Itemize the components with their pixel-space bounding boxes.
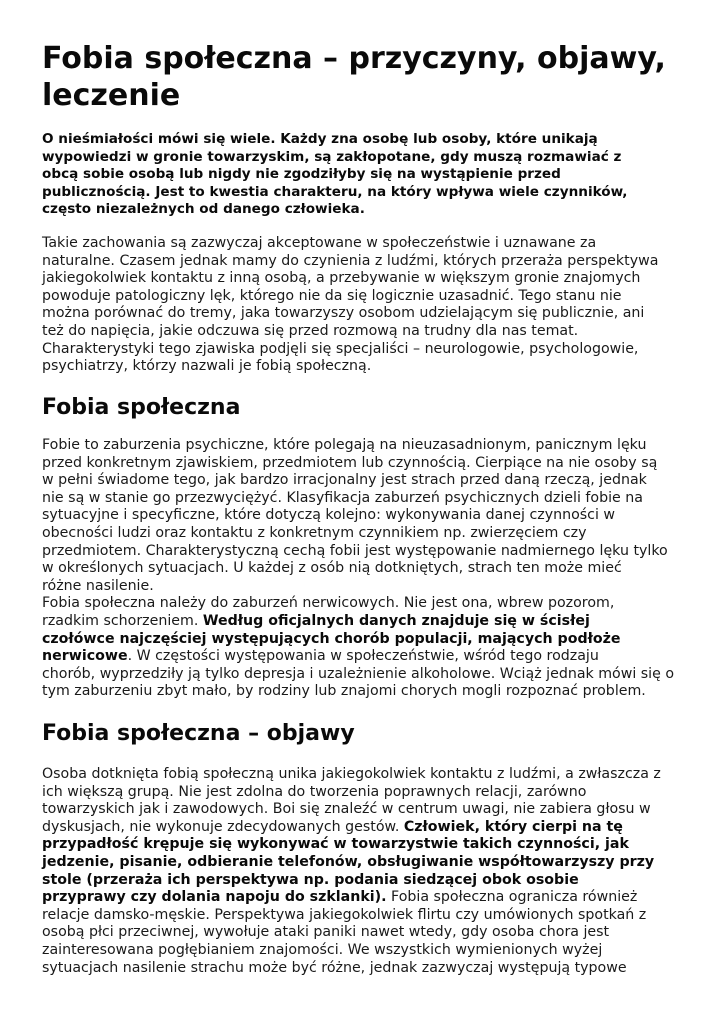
bold-text: nerwicowe: [42, 648, 128, 665]
text-run: Fobia społeczna ogranicza również: [386, 889, 638, 906]
text-run: sytuacjach nasilenie strachu może być różne, jednak zazwyczaj występują typowe: [42, 959, 627, 976]
bold-text: czołówce najczęściej występujących chorób populacji, mających podłoże: [42, 630, 621, 647]
text-run: w określonych sytuacjach. U każdej z osób nią dotkniętych, strach ten może mieć: [42, 560, 622, 577]
text-run: przedmiotem. Charakterystyczną cechą fobii jest występowanie nadmiernego lęku tylko: [42, 542, 668, 559]
section1-line: [42, 595, 692, 613]
section-heading-objawy: Fobia społeczna – objawy: [42, 721, 355, 746]
intro-line: psychiatrzy, którzy nazwali je fobią społeczną.: [42, 358, 372, 375]
intro-line: Takie zachowania są zazwyczaj akceptowane w społeczeństwie i uznawane za: [42, 235, 597, 251]
text-run: rzadkim schorzeniem.: [42, 612, 203, 629]
text-run: osobą płci przeciwnej, wywołuje ataki paniki nawet wtedy, gdy osoba chora jest: [42, 924, 610, 941]
bold-text: jedzenie, pisanie, odbieranie telefonów, obsługiwanie współtowarzyszy przy: [42, 853, 655, 870]
section1-line: [42, 455, 692, 473]
lead-paragraph: [42, 131, 692, 219]
intro-line: można porównać do tremy, jaka towarzyszy osobom udzielającym się publicznie, ani: [42, 305, 645, 322]
section2-line: [42, 907, 692, 925]
lead-line: obcą sobie osobą lub nigdy nie zgodziłyby się na wystąpienie przed: [42, 166, 561, 183]
section1-line: [42, 631, 692, 649]
section2-line: [42, 889, 692, 907]
bold-text: przyprawy czy dolania napoju do szklanki).: [42, 889, 387, 906]
intro-line: jakiegokolwiek kontaktu z inną osobą, a przebywanie w większym gronie znajomych: [42, 270, 641, 287]
section-body-objawy: [42, 766, 692, 977]
text-run: ich większą grupą. Nie jest zdolna do tworzenia poprawnych relacji, zarówno: [42, 783, 587, 800]
section1-line: [42, 648, 692, 666]
section2-line: [42, 960, 692, 978]
section-body-fobia-spoleczna: [42, 437, 692, 701]
text-run: w pełni świadome tego, jak bardzo irracjonalny jest strach przed daną rzeczą, jednak: [42, 472, 647, 489]
section2-line: [42, 872, 692, 890]
text-run: relacje damsko-męskie. Perspektywa jakiegokolwiek flirtu czy umówionych spotkań z: [42, 906, 647, 923]
text-run: Osoba dotknięta fobią społeczną unika jakiegokolwiek kontaktu z ludźmi, a zwłaszcza z: [42, 766, 661, 782]
section2-line: [42, 942, 692, 960]
bold-text: przypadłość krępuje się wykonywać w towarzystwie takich czynności, jak: [42, 836, 629, 853]
intro-paragraph: [42, 235, 692, 376]
section2-line: [42, 801, 692, 819]
section1-line: [42, 490, 692, 508]
text-run: towarzyskich jak i zawodowych. Boi się znaleźć w centrum uwagi, nie zabiera głosu w: [42, 801, 651, 818]
section2-line: [42, 766, 692, 784]
text-run: przed konkretnym zjawiskiem, przedmiotem lub czynnością. Cierpiące na nie osoby są: [42, 454, 658, 471]
section1-line: [42, 666, 692, 684]
section1-line: [42, 472, 692, 490]
text-run: sytuacyjne i specyficzne, które dotyczą kolejno: wykonywania danej czynności w: [42, 507, 616, 524]
lead-line: wypowiedzi w gronie towarzyskim, są zakłopotane, gdy muszą rozmawiać z: [42, 148, 622, 165]
text-run: obecności ludzi oraz kontaktu z konkretnym czynnikiem np. zwierzęciem czy: [42, 524, 587, 541]
intro-line: powoduje patologiczny lęk, którego nie da się logicznie uzasadnić. Tego stanu nie: [42, 287, 622, 304]
section1-line: [42, 507, 692, 525]
lead-line: często niezależnych od danego człowieka.: [42, 201, 365, 218]
text-run: . W częstości występowania w społeczeństwie, wśród tego rodzaju: [127, 648, 599, 665]
section1-line: [42, 613, 692, 631]
page-title: Fobia społeczna – przyczyny, objawy, leczenie: [42, 41, 666, 113]
intro-line: też do napięcia, jakie odczuwa się przed rozmową na trudny dla nas temat.: [42, 322, 579, 339]
bold-text: stole (przeraża ich perspektywa np. podania siedzącej obok osobie: [42, 871, 579, 888]
text-run: tym zaburzeniu zbyt mało, by rodziny lub znajomi chorych mogli rozpoznać problem.: [42, 683, 646, 700]
intro-line: naturalne. Czasem jednak mamy do czynienia z ludźmi, których przeraża perspektywa: [42, 252, 659, 269]
text-run: dyskusjach, nie wykonuje zdecydowanych gestów.: [42, 818, 404, 835]
section1-line: [42, 543, 692, 561]
text-run: różne nasilenie.: [42, 577, 154, 594]
section1-line: [42, 578, 692, 596]
section2-line: [42, 924, 692, 942]
section2-line: [42, 819, 692, 837]
section-heading-fobia-spoleczna: Fobia społeczna: [42, 395, 241, 420]
text-run: zainteresowana pogłębianiem znajomości. We wszystkich wymienionych wyżej: [42, 941, 603, 958]
lead-line: publicznością. Jest to kwestia charakteru, na który wpływa wiele czynników,: [42, 183, 628, 200]
text-run: chorób, wyprzedziły ją tylko depresja i uzależnienie alkoholowe. Wciąż jednak mówi się o: [42, 665, 675, 682]
section2-line: [42, 836, 692, 854]
section1-line: [42, 560, 692, 578]
section2-line: [42, 854, 692, 872]
intro-line: Charakterystyki tego zjawiska podjęli się specjaliści – neurologowie, psychologowie,: [42, 340, 639, 357]
lead-line: O nieśmiałości mówi się wiele. Każdy zna osobę lub osoby, które unikają: [42, 131, 598, 147]
section2-line: [42, 784, 692, 802]
text-run: nie są w stanie go przezwyciężyć. Klasyfikacja zaburzeń psychicznych dzieli fobie na: [42, 489, 643, 506]
section1-line: [42, 437, 692, 455]
section1-line: [42, 683, 692, 701]
bold-text: Według oficjalnych danych znajduje się w ścisłej: [202, 612, 590, 629]
text-run: Fobie to zaburzenia psychiczne, które polegają na nieuzasadnionym, panicznym lęku: [42, 437, 647, 453]
section1-line: [42, 525, 692, 543]
bold-text: Człowiek, który cierpi na tę: [403, 818, 623, 835]
text-run: Fobia społeczna należy do zaburzeń nerwicowych. Nie jest ona, wbrew pozorom,: [42, 595, 615, 612]
